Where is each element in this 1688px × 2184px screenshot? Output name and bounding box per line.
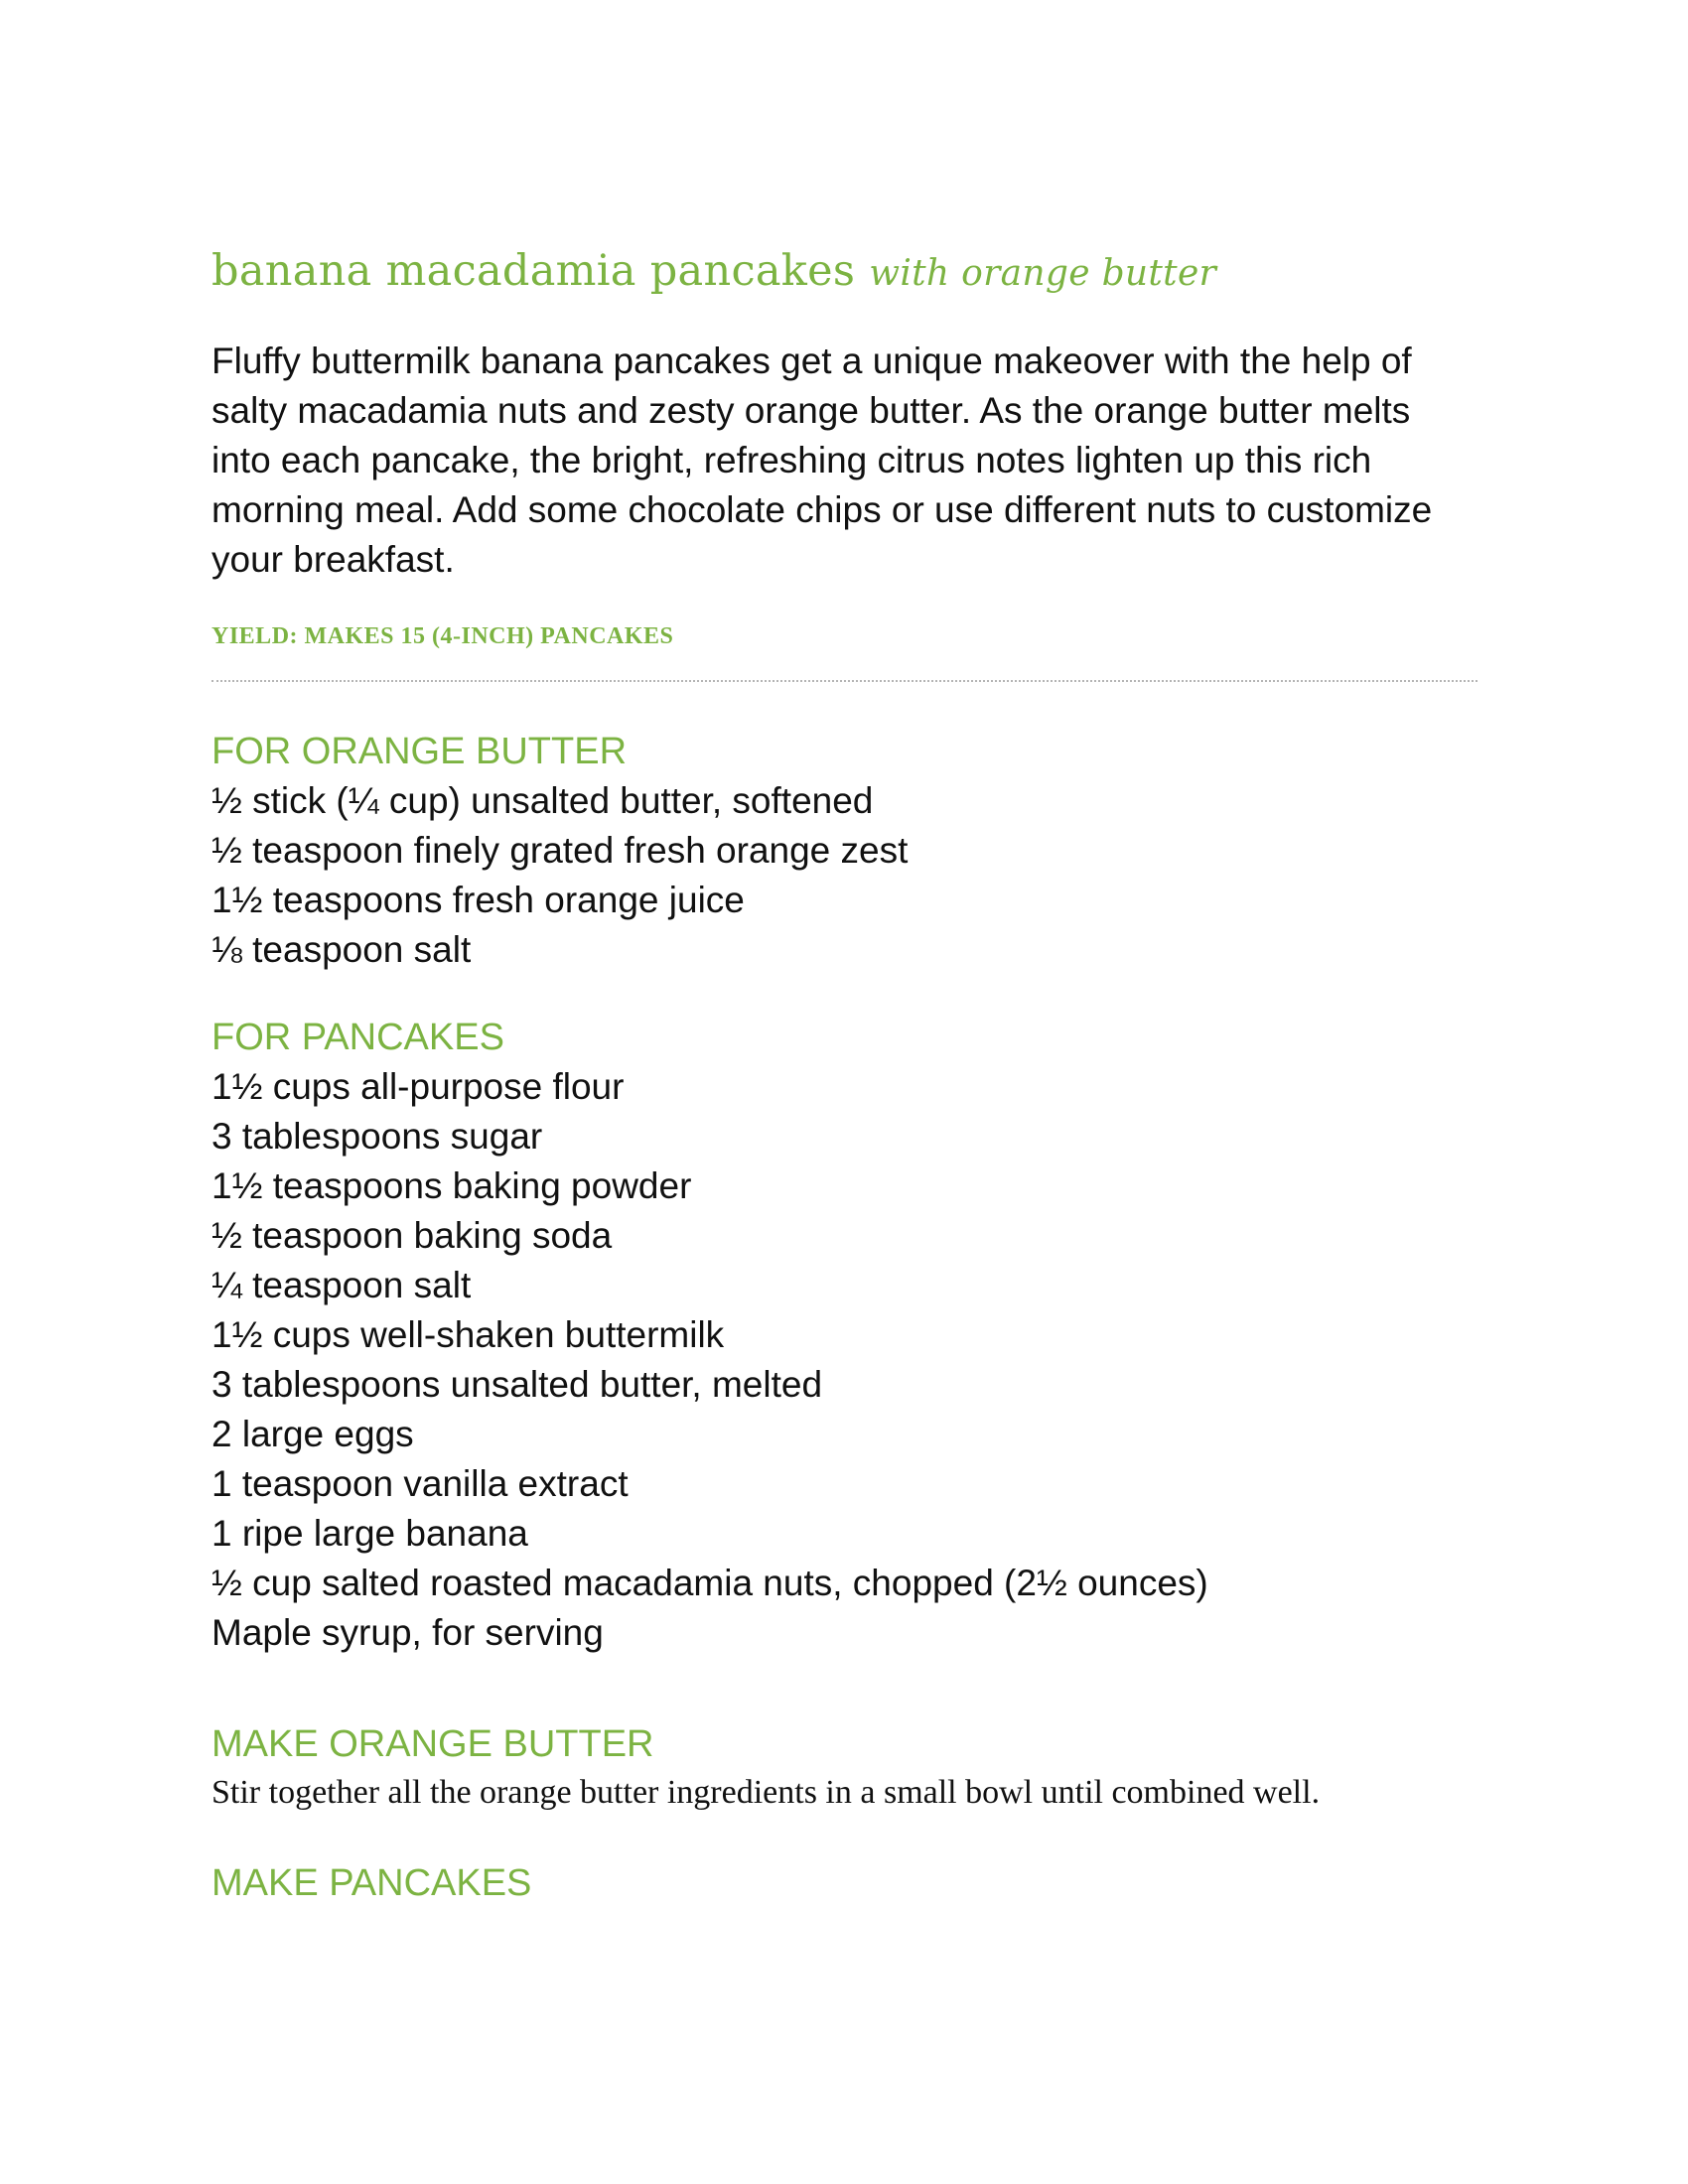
ingredient-item: Maple syrup, for serving <box>211 1612 604 1653</box>
ingredient-item: ½ teaspoon baking soda <box>211 1215 613 1256</box>
ingredient-item: 1½ cups all-purpose flour <box>211 1066 625 1107</box>
recipe-page <box>211 243 1477 1908</box>
ingredient-item: 2 large eggs <box>211 1414 414 1454</box>
ingredient-item: 1 teaspoon vanilla extract <box>211 1463 629 1504</box>
make-orange-butter-instructions: Stir together all the orange butter ingredients in a small bowl until combined well. <box>211 1774 1321 1811</box>
pancakes-ingredients-heading: FOR PANCAKES <box>211 1017 504 1058</box>
pancakes-ingredient-list <box>211 1062 1477 1658</box>
ingredient-item: ½ teaspoon finely grated fresh orange zest <box>211 830 909 871</box>
recipe-title-main: banana macadamia pancakes <box>211 246 856 296</box>
ingredient-item: ½ stick (¼ cup) unsalted butter, softened <box>211 780 874 821</box>
orange-butter-ingredient-list <box>211 776 1477 975</box>
recipe-title <box>211 243 1477 302</box>
ingredient-item: 1 ripe large banana <box>211 1513 528 1554</box>
ingredient-item: ¼ teaspoon salt <box>211 1265 472 1305</box>
recipe-intro: Fluffy buttermilk banana pancakes get a unique makeover with the help of salty macadamia nuts and zesty orange butter. As the orange butter melts into each pancake, the bright, refreshing citrus notes lighten up this rich morning meal. Add some chocolate chips or use different nuts to customize your breakfast. <box>211 341 1433 580</box>
ingredient-item: 1½ cups well-shaken buttermilk <box>211 1314 725 1355</box>
ingredient-item: 3 tablespoons sugar <box>211 1116 543 1157</box>
recipe-title-subtitle: with orange butter <box>869 253 1217 294</box>
ingredient-item: ⅛ teaspoon salt <box>211 929 472 970</box>
make-pancakes-heading: MAKE PANCAKES <box>211 1862 532 1904</box>
orange-butter-ingredients-heading: FOR ORANGE BUTTER <box>211 731 628 772</box>
pancakes-ingredients-section <box>211 1013 1477 1658</box>
orange-butter-ingredients-section <box>211 727 1477 975</box>
make-pancakes-section <box>211 1858 1477 1908</box>
ingredient-item: 1½ teaspoons fresh orange juice <box>211 880 745 920</box>
ingredient-item: 1½ teaspoons baking powder <box>211 1165 692 1206</box>
make-orange-butter-section <box>211 1719 1477 1817</box>
section-divider <box>211 680 1477 682</box>
ingredient-item: ½ cup salted roasted macadamia nuts, chopped (2½ ounces) <box>211 1563 1208 1603</box>
recipe-yield: YIELD: MAKES 15 (4-INCH) PANCAKES <box>211 623 674 649</box>
ingredient-item: 3 tablespoons unsalted butter, melted <box>211 1364 823 1405</box>
make-orange-butter-heading: MAKE ORANGE BUTTER <box>211 1723 654 1765</box>
